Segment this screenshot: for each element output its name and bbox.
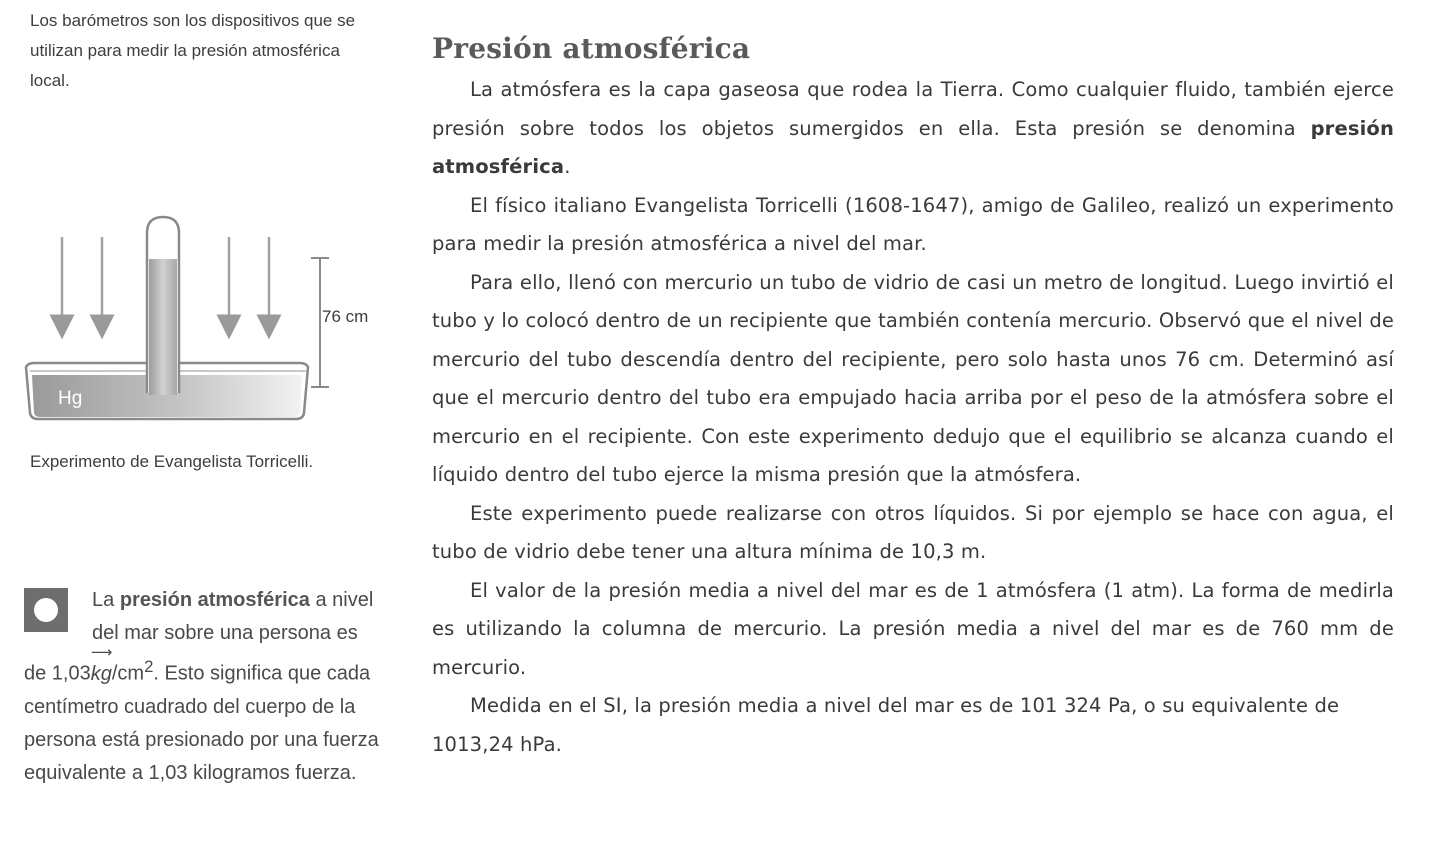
diagram-caption: Experimento de Evangelista Torricelli.: [30, 452, 314, 471]
article-paragraph-2: El físico italiano Evangelista Torricelli (1608-1647), amigo de Galileo, realizó un experimento para medir la presión atmosférica a nivel del mar.: [432, 193, 1394, 255]
article-paragraph-4: Este experimento puede realizarse con otros líquidos. Si por ejemplo se hace con agua, el tubo de vidrio debe tener una altura mínima de 10,3 m.: [432, 501, 1394, 563]
height-label: 76 cm: [322, 307, 369, 326]
unit-exp: 2: [144, 657, 154, 676]
article-paragraph-1: [432, 71, 1394, 187]
unit-kg: kg: [90, 662, 112, 685]
side-note-text: Los barómetros son los dispositivos que se utilizan para medir la presión atmosférica local.: [30, 11, 356, 90]
vector-arrow-icon: ⟶: [90, 643, 113, 661]
article-title: Presión atmosférica: [432, 32, 751, 65]
bullet-circle-icon: [24, 588, 68, 632]
article-paragraph-5: El valor de la presión media a nivel del mar es de 1 atmósfera (1 atm). La forma de medirla es utilizando la columna de mercurio. La presión media a nivel del mar es de 760 mm de mercurio.: [432, 578, 1394, 679]
unit-cm: /cm: [111, 662, 145, 685]
p1-bold: presión atmosférica: [432, 116, 1394, 178]
article: [432, 32, 1394, 764]
callout-bold: presión atmosférica: [119, 589, 310, 611]
mercury-column: [149, 259, 177, 395]
p1-text: La atmósfera es la capa gaseosa que rodea la Tierra. Como cualquier fluido, también ejerce presión sobre todos los objetos sumergidos en ella. Esta presión se denomina: [432, 78, 1394, 140]
callout-line2: a nivel del mar sobre una persona es de 1,03: [24, 589, 374, 685]
callout-rest: . Esto significa que cada centímetro cuadrado del cuerpo de la persona está presionado por una fuerza equivalente a 1,03 kilogramos fuerza.: [24, 662, 379, 784]
info-callout: [24, 584, 384, 790]
article-paragraph-6: Medida en el SI, la presión media a nivel del mar es de 101 324 Pa, o su equivalente de 1013,24 hPa.: [432, 694, 1340, 756]
callout-intro: La: [92, 589, 120, 611]
side-note: [30, 6, 360, 96]
torricelli-diagram-svg: [18, 205, 388, 435]
liquid-label: Hg: [58, 388, 83, 409]
unit-kg-vector: [90, 643, 113, 691]
p1-end: .: [564, 155, 571, 178]
torricelli-diagram: [18, 205, 388, 435]
article-paragraph-3: Para ello, llenó con mercurio un tubo de vidrio de casi un metro de longitud. Luego invirtió el tubo y lo colocó dentro de un recipiente que también contenía mercurio. Observó que el nivel de mercurio del tubo descendía dentro del recipiente, pero solo hasta unos 76 cm. Determinó así que el mercurio dentro del tubo era empujado hacia arriba por el peso de la atmósfera sobre el mercurio en el recipiente. Con este experimento dedujo que el equilibrio se alcanza cuando el líquido dentro del tubo ejerce la misma presión que la atmósfera.: [432, 270, 1394, 486]
